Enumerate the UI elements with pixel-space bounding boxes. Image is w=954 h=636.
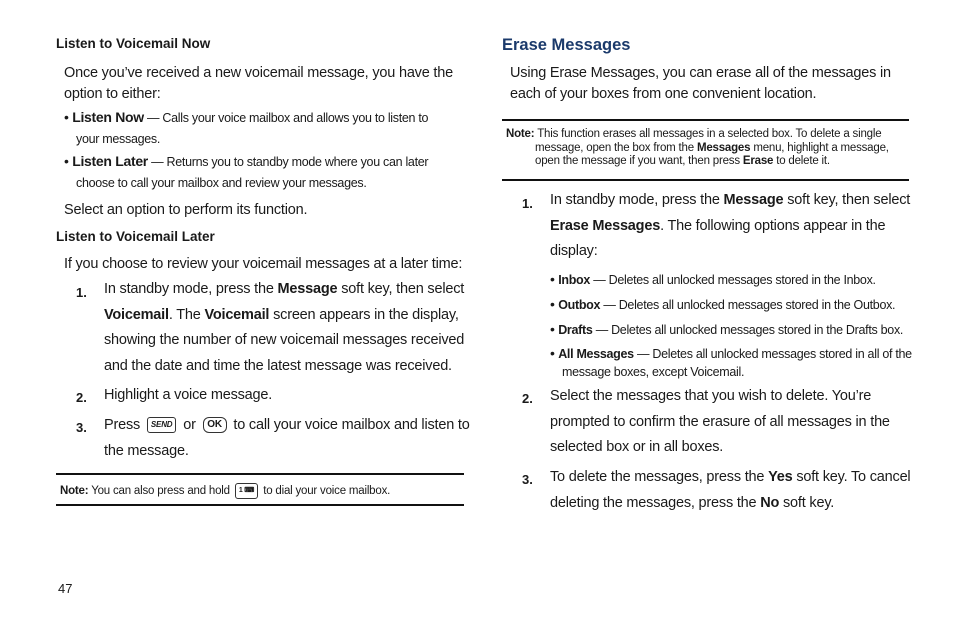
list-item-outbox: • Outbox — Deletes all unlocked messages stored in the Outbox. bbox=[550, 296, 896, 312]
desc-all-2: message boxes, except Voicemail. bbox=[562, 365, 745, 379]
note-label: Note: bbox=[506, 128, 535, 140]
s1-f: Voicemail bbox=[204, 306, 270, 323]
note-label: Note: bbox=[60, 485, 89, 498]
erase-intro-1: Using Erase Messages, you can erase all of the messages in bbox=[510, 65, 891, 81]
intro-line-2: option to either: bbox=[64, 86, 161, 102]
s3-press: Press bbox=[104, 417, 141, 433]
note-line-3a: open the message if you want, then press bbox=[535, 155, 743, 167]
term-outbox: Outbox bbox=[558, 298, 601, 312]
term-all-messages: All Messages bbox=[558, 347, 634, 361]
r2-3: selected box or in all boxes. bbox=[550, 439, 724, 455]
note-voicemail bbox=[60, 483, 390, 499]
erase-step-1-text bbox=[550, 188, 920, 265]
heading-listen-later: Listen to Voicemail Later bbox=[56, 229, 215, 244]
r2-2: prompted to confirm the erasure of all messages in the bbox=[550, 413, 890, 430]
s1-e: . The bbox=[168, 306, 205, 323]
heading-listen-now: Listen to Voicemail Now bbox=[56, 36, 211, 51]
list-item-listen-later: • Listen Later — Returns you to standby mode where you can later choose to call your mailbox and review your messages. bbox=[64, 151, 464, 194]
note-line-3b: Erase bbox=[742, 155, 774, 167]
note-top-rule bbox=[502, 119, 909, 121]
note-line-2c: menu, highlight a message, bbox=[750, 141, 889, 154]
desc-inbox: — Deletes all unlocked messages stored in the Inbox. bbox=[590, 273, 876, 287]
step-number: 1. bbox=[522, 196, 533, 211]
s1-d: Voicemail bbox=[104, 306, 169, 323]
r3-e: No bbox=[760, 494, 780, 511]
r3-b: Yes bbox=[768, 469, 793, 485]
r3-d: deleting the messages, press the bbox=[550, 494, 761, 511]
note-line-2b: Messages bbox=[696, 141, 751, 154]
step-2-text: Highlight a voice message. bbox=[104, 387, 273, 403]
s1-g: screen appears in the display, bbox=[269, 306, 459, 323]
note-top-rule bbox=[56, 473, 464, 475]
ok-key-icon: OK bbox=[203, 417, 227, 433]
key-1-voicemail-icon: 1 ⌨ bbox=[235, 483, 258, 499]
s1-b: Message bbox=[277, 281, 338, 297]
step-1-text bbox=[104, 277, 474, 379]
erase-intro-2: each of your boxes from one convenient location. bbox=[510, 86, 817, 102]
later-intro: If you choose to review your voicemail messages at a later time: bbox=[64, 256, 463, 272]
note-text-a: You can also press and hold bbox=[91, 485, 230, 498]
s3-line2: the message. bbox=[104, 442, 189, 459]
r1-e: . The following options appear in the bbox=[660, 217, 886, 234]
list-item-listen-now: • Listen Now — Calls your voice mailbox and allows you to listen to your messages. bbox=[64, 107, 464, 150]
s1-a: In standby mode, press the bbox=[104, 281, 278, 297]
erase-intro bbox=[510, 63, 891, 105]
r1-c: soft key, then select bbox=[783, 192, 911, 208]
r1-f: display: bbox=[550, 243, 598, 259]
r3-f: soft key. bbox=[779, 494, 835, 511]
erase-step-3-text bbox=[550, 465, 920, 516]
select-option-text: Select an option to perform its function. bbox=[64, 202, 308, 218]
step-number: 1. bbox=[76, 285, 87, 300]
step-number: 3. bbox=[522, 472, 533, 487]
note-text-b: to dial your voice mailbox. bbox=[263, 485, 391, 498]
desc-all-1: — Deletes all unlocked messages stored in all of the bbox=[633, 347, 912, 361]
heading-erase-messages: Erase Messages bbox=[502, 36, 631, 54]
s3-or: or bbox=[183, 417, 196, 433]
intro-line-1: Once you’ve received a new voicemail message, you have the bbox=[64, 65, 453, 81]
desc-listen-later-2: choose to call your mailbox and review your messages. bbox=[76, 176, 367, 190]
list-item-drafts: • Drafts — Deletes all unlocked messages stored in the Drafts box. bbox=[550, 321, 904, 337]
step-3-text bbox=[104, 413, 474, 464]
note-line-1: This function erases all messages in a selected box. To delete a single bbox=[537, 128, 882, 140]
list-item-all-messages: • All Messages — Deletes all unlocked messages stored in all of the message boxes, except Voicemail. bbox=[550, 344, 920, 381]
desc-outbox: — Deletes all unlocked messages stored in the Outbox. bbox=[600, 298, 896, 312]
step-number: 3. bbox=[76, 420, 87, 435]
step-number: 2. bbox=[522, 391, 533, 406]
s1-c: soft key, then select bbox=[337, 281, 465, 297]
note-bottom-rule bbox=[56, 504, 464, 506]
page-number: 47 bbox=[58, 581, 73, 596]
send-key-icon: SEND bbox=[147, 417, 176, 433]
desc-drafts: — Deletes all unlocked messages stored in the Drafts box. bbox=[592, 323, 904, 337]
note-bottom-rule bbox=[502, 179, 909, 181]
s3-rest: to call your voice mailbox and listen to bbox=[233, 417, 470, 433]
r1-d: Erase Messages bbox=[550, 217, 661, 234]
term-listen-now: Listen Now bbox=[72, 109, 144, 125]
r3-a: To delete the messages, press the bbox=[550, 469, 769, 485]
term-listen-later: Listen Later bbox=[72, 153, 148, 169]
s1-i: and the date and time the latest message was received. bbox=[104, 357, 452, 374]
r2-1: Select the messages that you wish to delete. You’re bbox=[550, 388, 872, 404]
list-item-inbox: • Inbox — Deletes all unlocked messages stored in the Inbox. bbox=[550, 271, 876, 287]
note-erase bbox=[506, 128, 906, 169]
term-inbox: Inbox bbox=[558, 273, 591, 287]
r1-a: In standby mode, press the bbox=[550, 192, 724, 208]
desc-listen-now-1: — Calls your voice mailbox and allows you to listen to bbox=[143, 111, 429, 125]
s1-h: showing the number of new voicemail messages received bbox=[104, 332, 465, 348]
r1-b: Message bbox=[723, 192, 784, 208]
note-line-2a: message, open the box from the bbox=[535, 141, 697, 154]
term-drafts: Drafts bbox=[558, 323, 593, 337]
r3-c: soft key. To cancel bbox=[792, 469, 911, 485]
desc-listen-now-2: your messages. bbox=[76, 132, 161, 146]
intro-paragraph bbox=[64, 63, 453, 105]
erase-step-2-text bbox=[550, 384, 920, 461]
desc-listen-later-1: — Returns you to standby mode where you can later bbox=[147, 155, 429, 169]
note-line-3c: to delete it. bbox=[773, 155, 830, 167]
step-number: 2. bbox=[76, 390, 87, 405]
